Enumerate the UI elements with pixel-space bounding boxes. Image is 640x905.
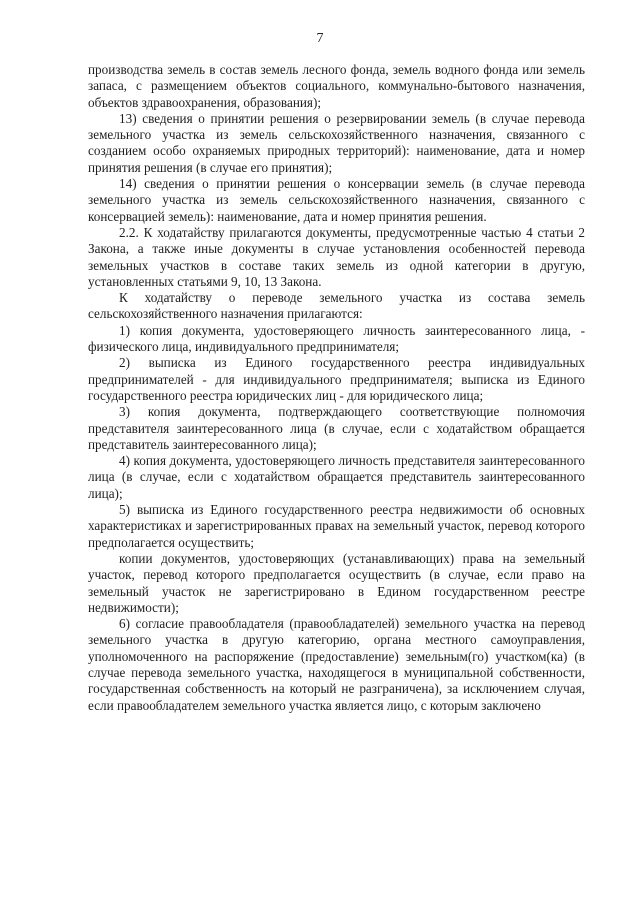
paragraph-item-3: 3) копия документа, подтверждающего соответствующие полномочия представителя заинтересованного лица (в случае, если с ходатайством обращается представитель заинтересованного лица); <box>88 404 585 452</box>
paragraph-item-5: 5) выписка из Единого государственного реестра недвижимости об основных характеристиках и зарегистрированных правах на земельный участок, перевод которого предполагается осуществить; <box>88 502 585 550</box>
paragraph-attachments-intro: К ходатайству о переводе земельного участка из состава земель сельскохозяйственного назначения прилагаются: <box>88 290 585 322</box>
paragraph-item-14: 14) сведения о принятии решения о консервации земель (в случае перевода земельного участка из земель сельскохозяйственного назначения, связанного с консервацией земель): наименование, дата и номер принятия решения. <box>88 176 585 224</box>
paragraph-item-4: 4) копия документа, удостоверяющего личность представителя заинтересованного лица (в случае, если с ходатайством обращается представитель заинтересованного лица); <box>88 453 585 501</box>
page-number: 7 <box>316 31 324 46</box>
paragraph-section-2-2: 2.2. К ходатайству прилагаются документы, предусмотренные частью 4 статьи 2 Закона, а также иные документы в случае установления особенностей перевода земельных участков в составе таких земель из одной категории в другую, установленных статьями 9, 10, 13 Закона. <box>88 224 585 289</box>
paragraph-item-1: 1) копия документа, удостоверяющего личность заинтересованного лица, - физического лица, индивидуального предпринимателя; <box>88 322 585 355</box>
paragraph-item-2: 2) выписка из Единого государственного реестра индивидуальных предпринимателей - для индивидуального предпринимателя; выписка из Единого государственного реестра юридических лиц - для юридического лица; <box>88 355 585 403</box>
document-body <box>88 62 585 714</box>
paragraph-item-6: 6) согласие правообладателя (правообладателей) земельного участка на перевод земельного участка в другую категорию, органа местного самоуправления, уполномоченного на распоряжение (предоставление) земельным(го) участком(ка) (в случае перевода земельного участка, находящегося в муниципальной собственности, государственная собственность на который не разграничена), за исключением случая, если правообладателем земельного участка является лицо, с которым заключено <box>88 616 585 713</box>
paragraph-item-13: 13) сведения о принятии решения о резервировании земель (в случае перевода земельного участка из земель сельскохозяйственного назначения, связанного с созданием особо охраняемых природных территорий): наименование, дата и номер принятия решения (в случае его принятия); <box>88 110 585 175</box>
paragraph-continuation: производства земель в состав земель лесного фонда, земель водного фонда или земель запаса, с размещением объектов социального, коммунально-бытового назначения, объектов здравоохранения, образования); <box>88 62 585 110</box>
paragraph-item-5-copies: копии документов, удостоверяющих (устанавливающих) права на земельный участок, перевод которого предполагается осуществить (в случае, если право на земельный участок не зарегистрировано в Едином государственном реестре недвижимости); <box>88 550 585 615</box>
